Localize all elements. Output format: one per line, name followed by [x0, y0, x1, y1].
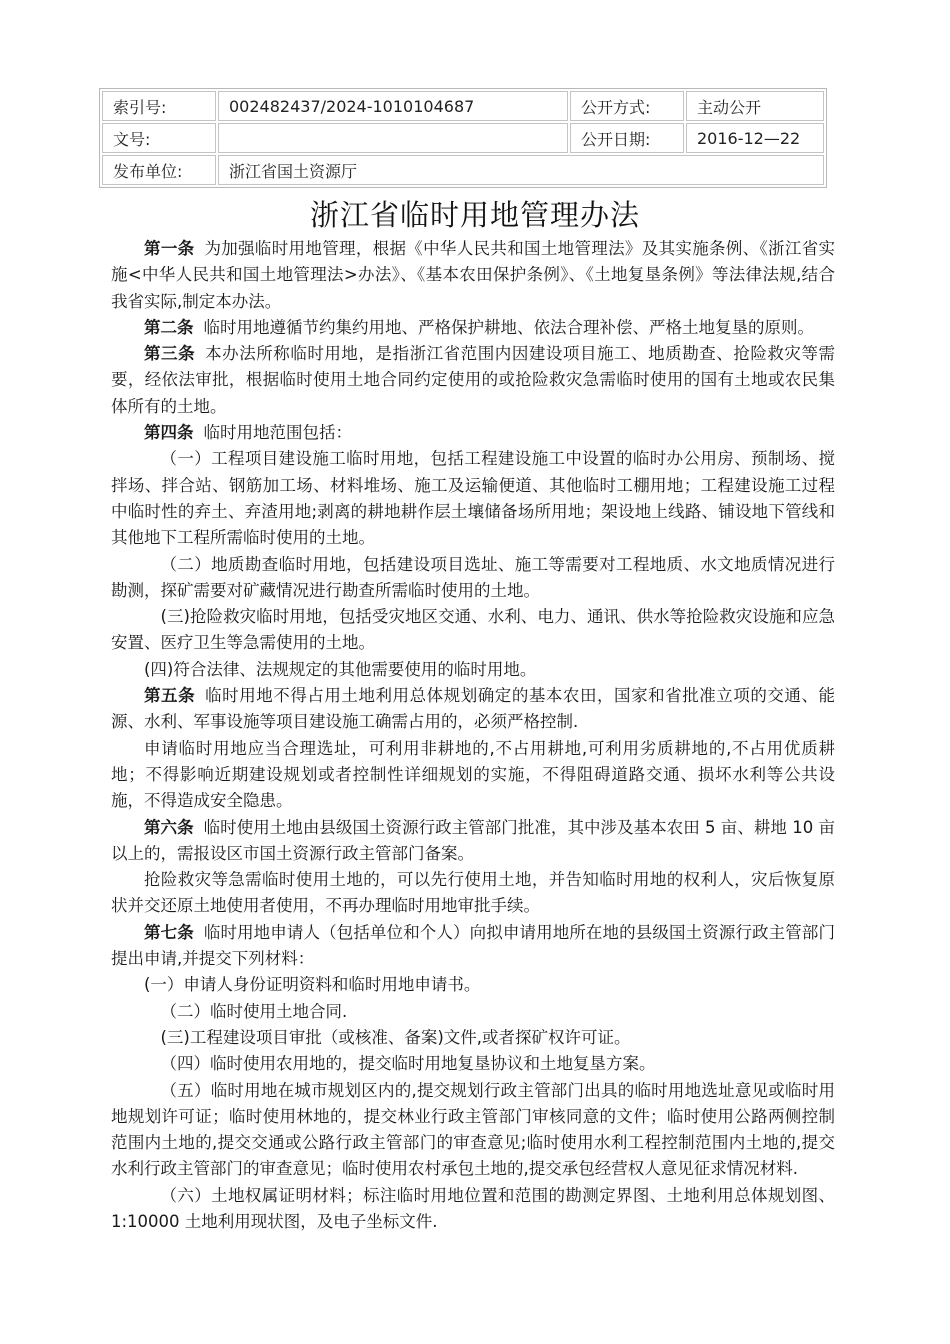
index-value: 002482437/2024-1010104687: [218, 91, 568, 121]
article-7-label: 第七条: [144, 922, 194, 942]
article-5-text: 临时用地不得占用土地利用总体规划确定的基本农田，国家和省批准立项的交通、能源、水利、军事设施等项目建设施工确需占用的，必须严格控制.: [111, 686, 836, 732]
article-7-item-5: （五）临时用地在城市规划区内的,提交规划行政主管部门出具的临时用地选址意见或临时用地规划许可证；临时使用林地的，提交林业行政主管部门审核同意的文件；临时使用公路两侧控制范围内土地的,提交交通或公路行政主管部门的审查意见;临时使用水利工程控制范围内土地的,提交水利行政主管部门的审查意见；临时使用农村承包土地的,提交承包经营权人意见征求情况材料.: [111, 1080, 835, 1179]
article-4-item-3: (三)抢险救灾临时用地，包括受灾地区交通、水利、电力、通讯、供水等抢险救灾设施和应急安置、医疗卫生等急需使用的土地。: [111, 607, 835, 653]
article-7-item-3: (三)工程建设项目审批（或核准、备案)文件,或者探矿权许可证。: [160, 1027, 631, 1047]
article-4-item-4: (四)符合法律、法规规定的其他需要使用的临时用地。: [144, 659, 537, 679]
disclosure-label: 公开方式:: [570, 91, 684, 121]
publish-date-label: 公开日期:: [570, 123, 684, 153]
publish-date-value: 2016-12—22: [686, 123, 824, 153]
article-7-text: 临时用地申请人（包括单位和个人）向拟申请用地所在地的县级国土资源行政主管部门提出申请,并提交下列材料：: [111, 922, 836, 969]
publisher-value: 浙江省国土资源厅: [218, 155, 824, 185]
article-6-paragraph-2: 抢险救灾等急需临时使用土地的，可以先行使用土地，并告知临时用地的权利人，灾后恢复原状并交还原土地使用者使用，不再办理临时用地审批手续。: [111, 870, 835, 916]
article-1-label: 第一条: [144, 239, 195, 258]
article-7-item-4: （四）临时使用农用地的，提交临时用地复垦协议和土地复垦方案。: [160, 1054, 656, 1074]
document-title: 浙江省临时用地管理办法: [309, 198, 640, 232]
article-6: [111, 815, 835, 868]
article-6-label: 第六条: [144, 817, 194, 837]
doc-number-label: 文号:: [102, 123, 216, 153]
article-5: [111, 683, 835, 736]
article-6-text: 临时使用土地由县级国土资源行政主管部门批准，其中涉及基本农田 5 亩、耕地 10 亩以上的，需报设区市国土资源行政主管部门备案。: [111, 817, 836, 863]
disclosure-value: 主动公开: [686, 91, 824, 121]
article-4-item-2: （二）地质勘查临时用地，包括建设项目选址、施工等需要对工程地质、水文地质情况进行勘测，探矿需要对矿藏情况进行勘查所需临时使用的土地。: [111, 554, 835, 600]
article-7-item-2: （二）临时使用土地合同.: [160, 1001, 348, 1021]
article-3-label: 第三条: [144, 344, 196, 364]
article-4-item-1: （一）工程项目建设施工临时用地，包括工程建设施工中设置的临时办公用房、预制场、搅拌场、拌合站、钢筋加工场、材料堆场、施工及运输便道、其他临时工棚用地；工程建设施工过程中临时性的弃土、弃渣用地;剥离的耕地耕作层土壤储备场所用地；架设地上线路、铺设地下管线和其他地下工程所需临时使用的土地。: [111, 449, 835, 548]
document-body: [111, 236, 835, 1235]
article-2-label: 第二条: [144, 317, 194, 337]
metadata-table: [99, 88, 827, 188]
article-5-paragraph-2: 申请临时用地应当合理选址，可利用非耕地的,不占用耕地,可利用劣质耕地的,不占用优质耕地；不得影响近期建设规划或者控制性详细规划的实施，不得阻碍道路交通、损坏水利等公共设施，不得造成安全隐患。: [111, 738, 835, 811]
article-7: [111, 920, 835, 973]
publisher-label: 发布单位:: [102, 155, 216, 185]
article-2: [111, 315, 835, 341]
article-7-item-1: (一）申请人身份证明资料和临时用地申请书。: [144, 975, 481, 995]
metadata-row-index: [102, 91, 824, 121]
metadata-row-publisher: [102, 155, 824, 185]
article-1: [111, 236, 835, 315]
article-2-text: 临时用地遵循节约集约用地、严格保护耕地、依法合理补偿、严格土地复垦的原则。: [203, 317, 814, 337]
article-4-label: 第四条: [144, 423, 194, 443]
article-4: [111, 420, 835, 446]
article-7-item-6: （六）土地权属证明材料；标注临时用地位置和范围的勘测定界图、土地利用总体规划图、1:10000 土地利用现状图，及电子坐标文件.: [111, 1185, 835, 1231]
doc-number-value: [218, 123, 568, 153]
article-1-text: 为加强临时用地管理，根据《中华人民共和国土地管理法》及其实施条例、《浙江省实施<中华人民共和国土地管理法>办法》、《基本农田保护条例》、《土地复垦条例》等法律法规,结合我省实际,制定本办法。: [111, 239, 836, 311]
metadata-row-docno: [102, 123, 824, 153]
article-5-label: 第五条: [144, 686, 196, 706]
article-3: [111, 341, 835, 420]
index-label: 索引号:: [102, 91, 216, 121]
article-3-text: 本办法所称临时用地，是指浙江省范围内因建设项目施工、地质勘查、抢险救灾等需要，经依法审批，根据临时使用土地合同约定使用的或抢险救灾急需临时使用的国有土地或农民集体所有的土地。: [111, 344, 836, 416]
article-4-text: 临时用地范围包括：: [203, 423, 352, 443]
